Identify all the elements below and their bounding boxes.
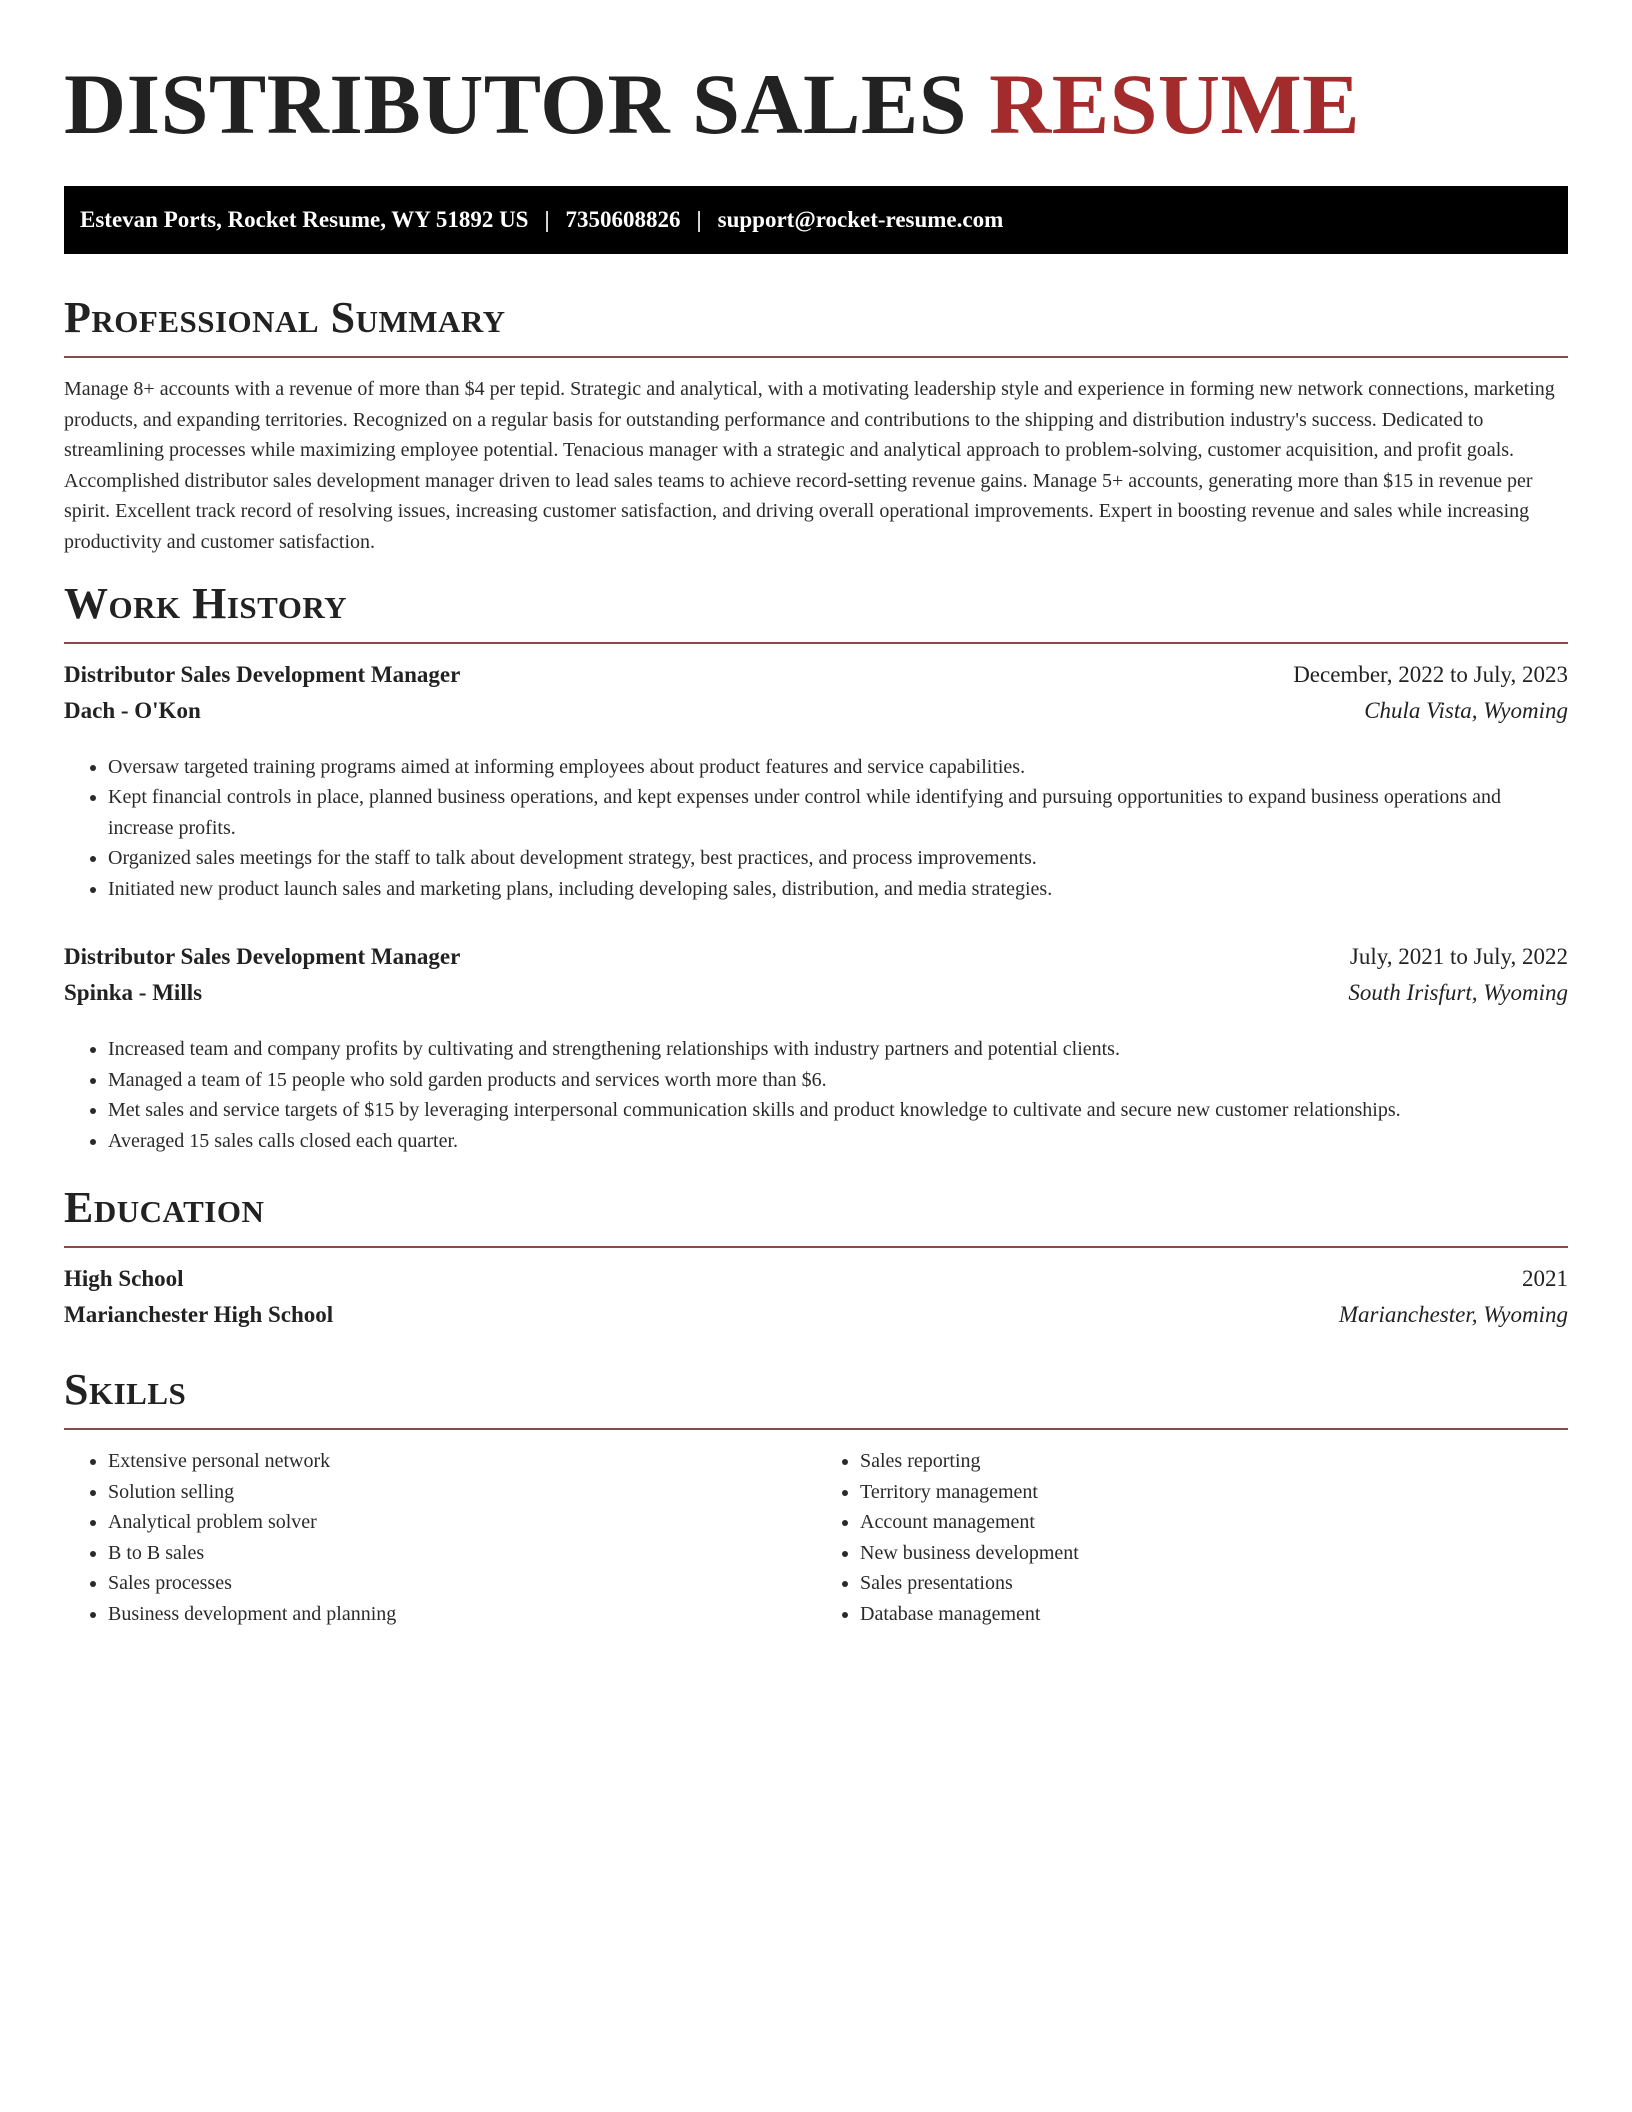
job-dates: December, 2022 to July, 2023 (1293, 661, 1568, 687)
education-heading: Education (64, 1183, 265, 1233)
summary-section (64, 294, 1568, 558)
education-year: 2021 (1522, 1266, 1568, 1292)
job-title: Distributor Sales Development Manager (64, 944, 461, 970)
education-section (64, 1184, 1568, 1338)
resume-title-main: DISTRIBUTOR SALES (64, 56, 968, 152)
education-degree-row (64, 1266, 1568, 1302)
job-entry (64, 944, 1568, 1156)
job-dates: July, 2021 to July, 2022 (1349, 944, 1568, 970)
skill-item: • Database management (860, 1599, 1568, 1630)
skill-item: • B to B sales (108, 1538, 816, 1569)
summary-heading: Professional Summary (64, 293, 506, 342)
job-company: Spinka - Mills (64, 980, 203, 1006)
skill-item: • Sales processes (108, 1568, 816, 1599)
summary-text: Manage 8+ accounts with a revenue of more than $4 per tepid. Strategic and analytical, with a motivating leadership style and experience in forming new network connections, marketing products, and expanding territories. Recognized on a regular basis for outstanding performance and contributions to the shipping and distribution industry's success. Dedicated to streamlining processes while maximizing employee potential. Tenacious manager with a strategic and analytical approach to problem-solving, customer acquisition, and profit goals. Accomplished distributor sales development manager driven to lead sales teams to achieve record-setting revenue gains. Manage 5+ accounts, generating more than $15 in revenue per spirit. Excellent track record of resolving issues, increasing customer satisfaction, and driving overall operational improvements. Expert in boosting revenue and sales while increasing productivity and customer satisfaction. (64, 378, 1555, 553)
job-title-row (64, 662, 1568, 698)
skill-item: • Business development and planning (108, 1599, 816, 1630)
section-divider (64, 1246, 1568, 1248)
job-company: Dach - O'Kon (64, 697, 201, 723)
resume-title (64, 56, 1568, 152)
skill-item: • Extensive personal network (108, 1446, 816, 1477)
job-bullet: • Oversaw targeted training programs aimed at informing employees about product features and service capabilities. (108, 752, 1568, 783)
education-location: Marianchester, Wyoming (1338, 1302, 1568, 1328)
section-divider (64, 356, 1568, 358)
skill-item: • Territory management (860, 1477, 1568, 1508)
job-bullet: • Organized sales meetings for the staff to talk about development strategy, best practices, and process improvements. (108, 843, 1568, 874)
skills-list-left (64, 1446, 816, 1630)
job-company-row (64, 980, 1568, 1016)
section-divider (64, 1428, 1568, 1430)
work-history-heading: Work History (64, 578, 348, 628)
job-entry (64, 662, 1568, 905)
contact-phone: 7350608826 (565, 207, 681, 232)
contact-separator: | (544, 207, 550, 232)
skills-heading: Skills (64, 1365, 187, 1415)
contact-email: support@rocket-resume.com (717, 207, 1004, 232)
contact-bar (64, 186, 1568, 254)
skill-item: • Sales presentations (860, 1568, 1568, 1599)
job-location: Chula Vista, Wyoming (1364, 697, 1568, 723)
education-school: Marianchester High School (64, 1302, 334, 1328)
job-location: South Irisfurt, Wyoming (1348, 980, 1568, 1006)
skills-section (64, 1366, 1568, 1630)
job-title: Distributor Sales Development Manager (64, 661, 461, 687)
job-title-row (64, 944, 1568, 980)
work-history-section (64, 580, 1568, 1157)
job-bullets (64, 752, 1568, 905)
skill-item: • Analytical problem solver (108, 1507, 816, 1538)
job-bullet: • Initiated new product launch sales and marketing plans, including developing sales, distribution, and media strategies. (108, 874, 1568, 905)
skill-item: • Account management (860, 1507, 1568, 1538)
skills-columns (64, 1446, 1568, 1630)
skill-item: • Solution selling (108, 1477, 816, 1508)
skill-item: • Sales reporting (860, 1446, 1568, 1477)
contact-address: Estevan Ports, Rocket Resume, WY 51892 US (80, 207, 529, 232)
job-bullet: • Managed a team of 15 people who sold garden products and services worth more than $6. (108, 1065, 1568, 1096)
skills-list-right (816, 1446, 1568, 1630)
job-bullet: • Increased team and company profits by cultivating and strengthening relationships with industry partners and potential clients. (108, 1034, 1568, 1065)
job-bullets (64, 1034, 1568, 1156)
education-degree: High School (64, 1266, 184, 1292)
education-entry (64, 1266, 1568, 1338)
contact-separator: | (696, 207, 702, 232)
education-school-row (64, 1302, 1568, 1338)
skill-item: • New business development (860, 1538, 1568, 1569)
job-bullet: • Averaged 15 sales calls closed each quarter. (108, 1126, 1568, 1157)
job-bullet: • Kept financial controls in place, planned business operations, and kept expenses under control while identifying and pursuing opportunities to expand business operations and increase profits. (108, 782, 1568, 843)
job-bullet: • Met sales and service targets of $15 by leveraging interpersonal communication skills and product knowledge to cultivate and secure new customer relationships. (108, 1095, 1568, 1126)
section-divider (64, 642, 1568, 644)
resume-title-accent: RESUME (989, 56, 1361, 152)
job-company-row (64, 698, 1568, 734)
